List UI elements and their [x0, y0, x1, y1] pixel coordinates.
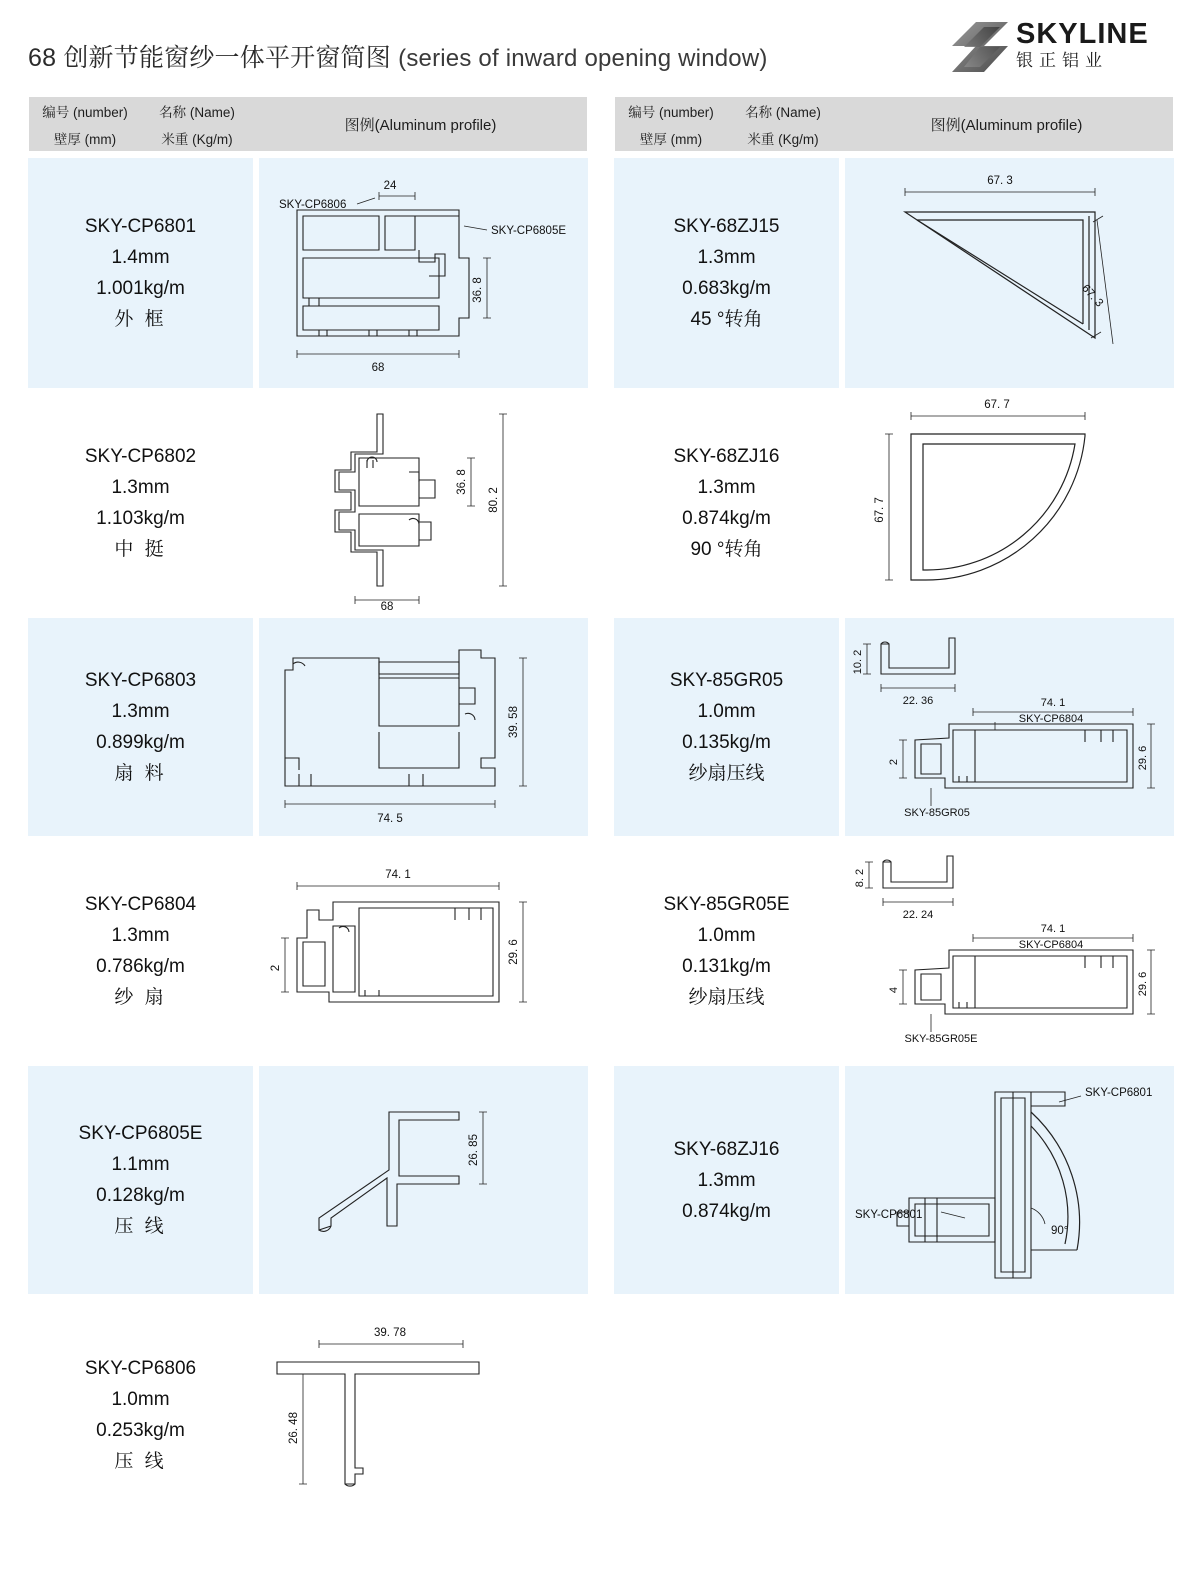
profile-figure-cp6805e [259, 1066, 588, 1294]
profile-weight: 0.683kg/m [682, 278, 771, 299]
svg-text:SKY-CP6801: SKY-CP6801 [855, 1209, 923, 1221]
profile-code: SKY-68ZJ16 [673, 1138, 780, 1160]
svg-text:29. 6: 29. 6 [1137, 971, 1149, 997]
svg-text:39. 58: 39. 58 [508, 706, 520, 738]
svg-text:26. 85: 26. 85 [468, 1134, 480, 1166]
profile-code: SKY-85GR05E [663, 894, 790, 915]
profile-code: SKY-CP6801 [84, 216, 197, 237]
svg-text:74. 1: 74. 1 [385, 869, 411, 881]
profile-figure-68zj16-assembly [845, 1066, 1174, 1294]
svg-text:36. 8: 36. 8 [472, 277, 484, 303]
header-info-cells [615, 97, 840, 151]
profile-info [28, 842, 253, 1060]
profile-weight: 0.128kg/m [96, 1185, 185, 1206]
profile-weight: 0.253kg/m [96, 1420, 185, 1441]
svg-text:2: 2 [270, 964, 282, 972]
table-row [28, 1066, 588, 1294]
drawing-cp6803 [259, 618, 588, 836]
drawing-cp6805e [259, 1066, 588, 1294]
drawing-85gr05 [845, 618, 1174, 836]
header-thickness: 壁厚 (mm) [639, 131, 703, 147]
svg-text:80. 2: 80. 2 [488, 487, 500, 513]
page-title-en: (series of inward opening window) [398, 45, 768, 72]
header-name: 名称 (Name) [159, 104, 235, 120]
profile-info [28, 158, 253, 388]
profile-thickness: 1.0mm [697, 925, 756, 946]
profile-name-cn: 中 挺 [114, 539, 167, 560]
profile-name-cn: 纱扇压线 [688, 763, 765, 784]
profile-thickness: 1.0mm [111, 1389, 170, 1410]
brand-name: SKYLINE [1016, 18, 1149, 50]
drawing-cp6801 [259, 158, 588, 388]
profile-figure-cp6801 [259, 158, 588, 388]
brand-text [1016, 18, 1182, 72]
left-column [28, 96, 588, 1530]
table-row [28, 618, 588, 836]
profile-figure-cp6802 [259, 394, 588, 612]
brand-logo [950, 18, 1180, 76]
svg-text:67. 7: 67. 7 [984, 399, 1010, 411]
drawing-cp6802 [259, 394, 588, 612]
profile-weight: 0.874kg/m [682, 508, 771, 529]
profile-thickness: 1.3mm [697, 477, 756, 498]
svg-text:SKY-85GR05: SKY-85GR05 [904, 807, 970, 819]
profile-info [614, 1066, 839, 1294]
svg-text:22. 24: 22. 24 [902, 909, 934, 921]
drawing-68zj16-assembly [845, 1066, 1174, 1294]
profile-figure-cp6806 [259, 1300, 588, 1530]
svg-text:67. 7: 67. 7 [874, 497, 886, 523]
profile-info [28, 1300, 253, 1530]
profile-code: SKY-CP6805E [78, 1123, 203, 1144]
svg-text:SKY-CP6804: SKY-CP6804 [1018, 713, 1084, 725]
profile-thickness: 1.0mm [697, 701, 756, 722]
profile-thickness: 1.3mm [111, 925, 170, 946]
profile-weight: 0.899kg/m [96, 732, 185, 753]
table-row [28, 842, 588, 1060]
svg-text:29. 6: 29. 6 [1137, 745, 1149, 771]
profile-info [28, 1066, 253, 1294]
drawing-68zj16 [845, 394, 1174, 612]
table-row [28, 1300, 588, 1530]
svg-text:SKY-CP6804: SKY-CP6804 [1018, 939, 1084, 951]
profile-name-cn: 45 °转角 [690, 309, 763, 330]
table-row [614, 1066, 1174, 1294]
profile-code: SKY-68ZJ16 [673, 446, 780, 467]
svg-text:SKY-CP6806: SKY-CP6806 [279, 199, 347, 211]
drawing-cp6806 [259, 1300, 588, 1530]
svg-text:68: 68 [371, 362, 385, 374]
svg-text:10. 2: 10. 2 [852, 649, 864, 675]
profile-figure-cp6803 [259, 618, 588, 836]
svg-text:4: 4 [888, 986, 900, 994]
header-weight: 米重 (Kg/m) [747, 131, 819, 147]
profile-info [614, 394, 839, 612]
profile-thickness: 1.3mm [111, 477, 170, 498]
table-row [614, 618, 1174, 836]
profile-name-cn: 纱 扇 [114, 987, 167, 1008]
profile-info [28, 618, 253, 836]
table-row [28, 394, 588, 612]
profile-figure-68zj16 [845, 394, 1174, 612]
svg-text:68: 68 [380, 601, 394, 612]
page-title [28, 38, 768, 74]
drawing-68zj15 [845, 158, 1174, 388]
page-header [0, 0, 1200, 90]
table-row [28, 158, 588, 388]
profile-code: SKY-CP6803 [84, 670, 197, 691]
svg-text:36. 8: 36. 8 [456, 469, 468, 495]
svg-text:SKY-CP6801: SKY-CP6801 [1085, 1087, 1153, 1099]
profile-figure-85gr05 [845, 618, 1174, 836]
profile-weight: 1.001kg/m [96, 278, 185, 299]
header-info-cells [29, 97, 254, 151]
profile-weight: 1.103kg/m [96, 508, 185, 529]
right-column [614, 96, 1174, 1294]
header-weight: 米重 (Kg/m) [161, 131, 233, 147]
profile-name-cn: 90 °转角 [690, 539, 763, 560]
drawing-cp6804 [259, 842, 588, 1060]
profile-thickness: 1.3mm [697, 1169, 756, 1191]
profile-name-cn: 外 框 [114, 309, 167, 330]
profile-weight: 0.135kg/m [682, 732, 771, 753]
brand-name-cn: 银正铝业 [1016, 51, 1108, 70]
table-row [614, 394, 1174, 612]
header-figure: 图例(Aluminum profile) [254, 97, 587, 151]
svg-text:SKY-CP6805E: SKY-CP6805E [491, 225, 567, 237]
table-row [614, 842, 1174, 1060]
profile-info [614, 618, 839, 836]
skyline-chevron-icon [950, 20, 1010, 74]
svg-text:39. 78: 39. 78 [374, 1327, 406, 1339]
profile-weight: 0.786kg/m [96, 956, 185, 977]
profile-code: SKY-CP6802 [84, 446, 197, 467]
table-row [614, 158, 1174, 388]
profile-figure-85gr05e [845, 842, 1174, 1060]
profile-thickness: 1.3mm [697, 247, 756, 268]
profile-figure-68zj15 [845, 158, 1174, 388]
svg-text:24: 24 [383, 180, 397, 192]
svg-text:74. 1: 74. 1 [1040, 923, 1066, 935]
header-number: 编号 (number) [42, 104, 128, 120]
profile-info [614, 842, 839, 1060]
profile-info [28, 394, 253, 612]
svg-text:29. 6: 29. 6 [508, 939, 520, 965]
header-thickness: 壁厚 (mm) [53, 131, 117, 147]
svg-text:74. 5: 74. 5 [377, 813, 403, 825]
profile-code: SKY-CP6806 [84, 1358, 197, 1379]
profile-info [614, 158, 839, 388]
svg-text:26. 48: 26. 48 [288, 1412, 300, 1444]
svg-text:SKY-85GR05E: SKY-85GR05E [904, 1033, 978, 1045]
svg-text:8. 2: 8. 2 [854, 868, 866, 888]
svg-text:90°: 90° [1051, 1225, 1069, 1237]
profile-name-cn: 压 线 [114, 1216, 167, 1237]
profile-name-cn: 扇 料 [114, 763, 167, 784]
profile-code: SKY-85GR05 [669, 670, 784, 691]
svg-text:67. 3: 67. 3 [987, 175, 1013, 187]
header-name: 名称 (Name) [745, 104, 821, 120]
profile-name-cn: 纱扇压线 [688, 987, 765, 1008]
table-header-right [614, 96, 1174, 152]
profile-weight: 0.131kg/m [682, 956, 771, 977]
profile-name-cn: 压 线 [114, 1451, 167, 1472]
profile-weight: 0.874kg/m [682, 1200, 771, 1222]
profile-code: SKY-CP6804 [84, 894, 197, 915]
profile-figure-cp6804 [259, 842, 588, 1060]
svg-text:22. 36: 22. 36 [902, 695, 934, 707]
svg-text:74. 1: 74. 1 [1040, 697, 1066, 709]
profile-thickness: 1.4mm [111, 247, 170, 268]
page-title-cn: 68 创新节能窗纱一体平开窗简图 [28, 44, 391, 72]
profile-thickness: 1.3mm [111, 701, 170, 722]
table-header-left [28, 96, 588, 152]
profile-code: SKY-68ZJ15 [673, 216, 780, 237]
header-number: 编号 (number) [628, 104, 714, 120]
svg-text:2: 2 [888, 758, 900, 766]
drawing-85gr05e [845, 842, 1174, 1060]
profile-thickness: 1.1mm [111, 1154, 170, 1175]
svg-text:67. 3: 67. 3 [1079, 282, 1106, 310]
header-figure: 图例(Aluminum profile) [840, 97, 1173, 151]
